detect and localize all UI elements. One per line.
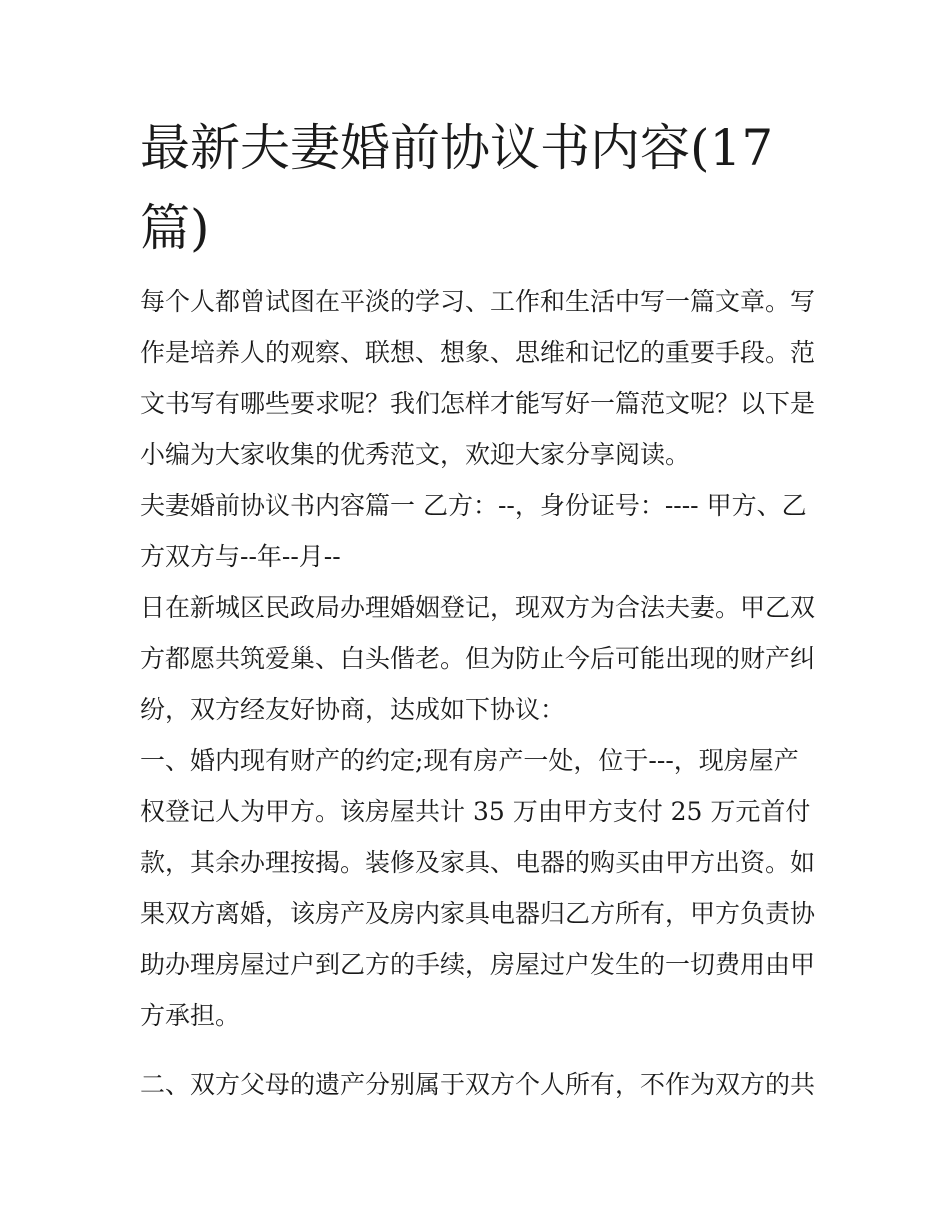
registration-paragraph: 日在新城区民政局办理婚姻登记，现双方为合法夫妻。甲乙双方都愿共筑爱巢、白头偕老。但为防止今后可能出现的财产纠纷，双方经友好协商，达成如下协议： [140,593,816,724]
document-body [140,276,818,1110]
document-title: 最新夫妻婚前协议书内容(17篇) [140,119,774,257]
clause-one-paragraph: 一、婚内现有财产的约定;现有房产一处，位于---，现房屋产权登记人为甲方。该房屋共计 35 万由甲方支付 25 万元首付款，其余办理按揭。装修及家具、电器的购买由甲方出资。如果双方离婚，该房产及房内家具电器归乙方所有，甲方负责协助办理房屋过户到乙方的手续，房屋过户发生的一切费用由甲方承担。 [140,746,816,1030]
clause-two-paragraph: 二、双方父母的遗产分别属于双方个人所有，不作为双方的共 [140,1070,816,1099]
section-one-header-paragraph: 夫妻婚前协议书内容篇一 乙方：--，身份证号：---- 甲方、乙方双方与--年--月-- [140,491,807,571]
intro-paragraph: 每个人都曾试图在平淡的学习、工作和生活中写一篇文章。写作是培养人的观察、联想、想象、思维和记忆的重要手段。范文书写有哪些要求呢？我们怎样才能写好一篇范文呢？以下是小编为大家收集的优秀范文，欢迎大家分享阅读。 [140,287,816,469]
